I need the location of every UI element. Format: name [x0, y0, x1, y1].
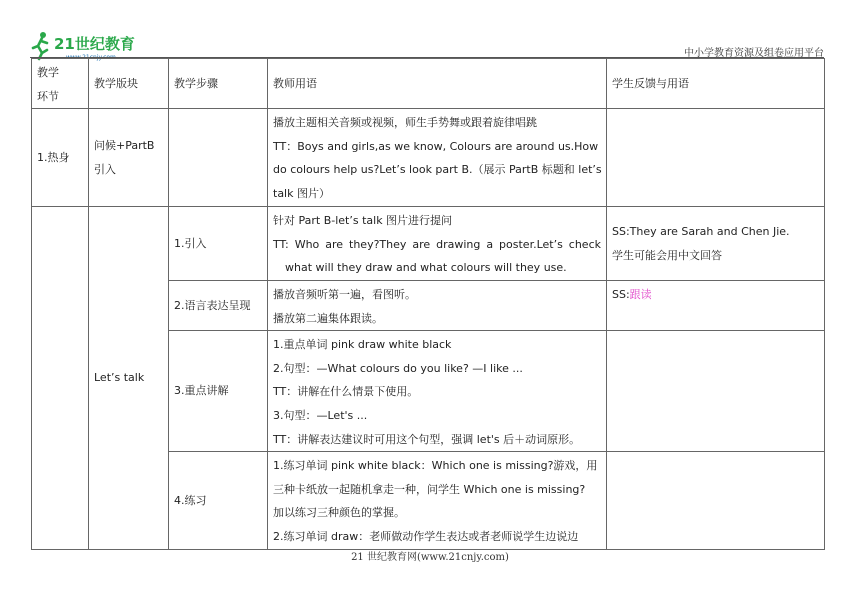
step-cell — [169, 109, 268, 207]
runner-icon — [33, 32, 47, 59]
teacher-cell — [268, 452, 607, 550]
student-line: 学生可能会用中文回答 — [612, 248, 722, 262]
teacher-line: 3.句型：—Let's ... — [273, 408, 368, 422]
teacher-line: 2.句型：—What colours do you like? —I like ... — [273, 361, 523, 375]
section-cell: Let’s talk — [89, 207, 169, 550]
step-cell: 4.练习 — [169, 452, 268, 550]
logo-main-text: 21世纪教育 — [54, 35, 135, 53]
platform-name: 中小学教育资源及组卷应用平台 — [684, 48, 824, 59]
header-stage: 教学 环节 — [32, 59, 89, 109]
table-row — [32, 109, 825, 207]
teacher-line: 播放第二遍集体跟读。 — [273, 311, 383, 325]
teacher-line: 2.练习单词 draw：老师做动作学生表达或者老师说学生边说边 — [273, 529, 579, 543]
teacher-line: TT：Boys and girls,as we know, Colours are around us.How — [273, 139, 599, 153]
teacher-cell — [268, 280, 607, 330]
student-cell — [607, 280, 825, 330]
header-teacher: 教师用语 — [268, 59, 607, 109]
teacher-line: 播放音频听第一遍，看图听。 — [273, 287, 416, 301]
student-cell — [607, 109, 825, 207]
teacher-line: 针对 Part B-let’s talk 图片进行提问 — [273, 214, 453, 228]
table-row — [32, 207, 825, 281]
student-cell — [607, 331, 825, 452]
teacher-line: 三种卡纸放一起随机拿走一种，问学生 Which one is missing? — [273, 482, 586, 496]
student-cell — [607, 207, 825, 281]
teacher-line: what will they draw and what colours will they use. — [285, 261, 567, 275]
table-header-row — [32, 59, 825, 109]
teacher-cell — [268, 331, 607, 452]
teacher-line: TT：讲解表达建议时可用这个句型，强调 let's 后＋动词原形。 — [273, 432, 581, 446]
teacher-cell — [268, 109, 607, 207]
footer-text: 21 世纪教育网(www.21cnjy.com) — [351, 552, 509, 563]
teacher-line: TT：讲解在什么情景下使用。 — [273, 385, 419, 399]
student-highlight: 跟读 — [629, 287, 652, 301]
student-cell — [607, 452, 825, 550]
step-cell: 3.重点讲解 — [169, 331, 268, 452]
student-prefix: SS: — [612, 287, 630, 301]
teacher-line: 1.练习单词 pink white black：Which one is missing?游戏，用 — [273, 459, 598, 473]
header-section: 教学版块 — [89, 59, 169, 109]
header-step: 教学步骤 — [169, 59, 268, 109]
teacher-line: TT: Who are they?They are drawing a poster.Let’s check — [273, 237, 601, 251]
section-cell: 问候+PartB 引入 — [89, 109, 169, 207]
teacher-line: 1.重点单词 pink draw white black — [273, 338, 452, 352]
lesson-plan-table — [31, 58, 825, 550]
teacher-line: talk 图片） — [273, 186, 330, 200]
step-cell: 2.语言表达呈现 — [169, 280, 268, 330]
logo-sub-text: www.21cnjy.com — [66, 54, 116, 61]
stage-cell — [32, 207, 89, 550]
header-student: 学生反馈与用语 — [607, 59, 825, 109]
step-cell: 1.引入 — [169, 207, 268, 281]
teacher-line: do colours help us?Let’s look part B.（展示 PartB 标题和 let’s — [273, 163, 602, 177]
teacher-line: 播放主题相关音频或视频，师生手势舞或跟着旋律唱跳 — [273, 116, 537, 130]
teacher-cell — [268, 207, 607, 281]
student-line: SS:They are Sarah and Chen Jie. — [612, 224, 790, 238]
stage-cell: 1.热身 — [32, 109, 89, 207]
teacher-line: 加以练习三种颜色的掌握。 — [273, 506, 405, 520]
